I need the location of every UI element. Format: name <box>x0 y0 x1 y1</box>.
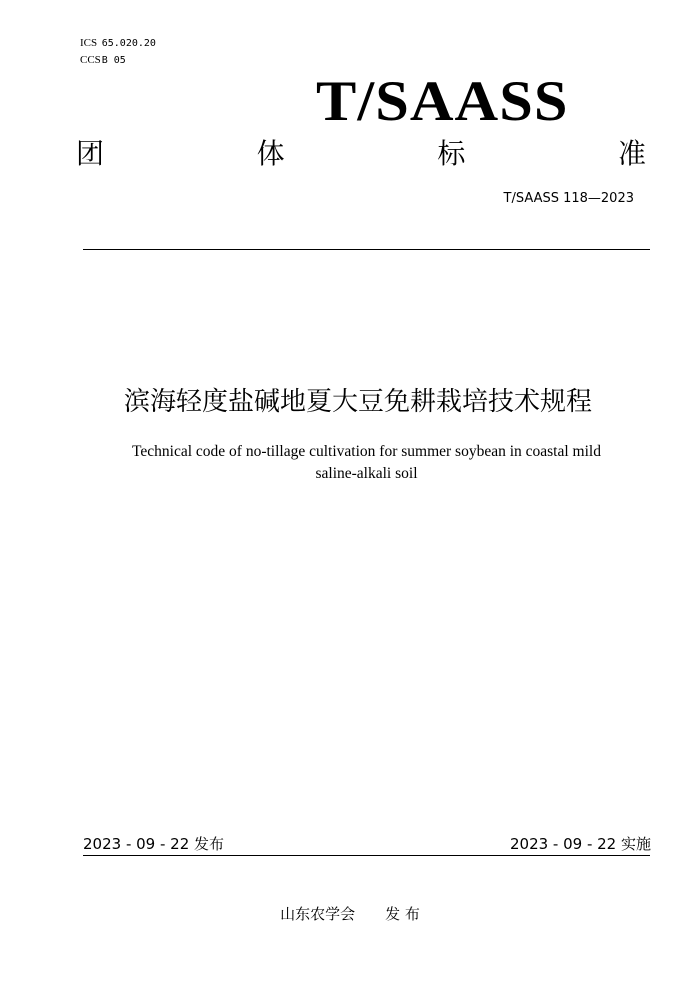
implement-date: 2023 - 09 - 22 实施 <box>509 835 651 853</box>
organization-logo: T/SAASS <box>316 70 569 133</box>
publisher-name: 山东农学会 <box>280 905 356 923</box>
publisher <box>0 904 700 924</box>
bottom-divider <box>83 855 650 856</box>
standard-type-char: 准 <box>617 137 646 170</box>
ccs-code <box>80 53 126 68</box>
standard-type-char: 团 <box>76 137 105 170</box>
publish-date: 2023 - 09 - 22 发布 <box>83 835 225 853</box>
ics-label: ICS <box>80 37 98 49</box>
ccs-label: CCS <box>80 54 101 66</box>
top-divider <box>83 249 650 250</box>
ics-value: 65.020.20 <box>101 38 156 49</box>
publisher-action: 发 布 <box>385 905 420 923</box>
standard-type-char: 标 <box>437 137 466 170</box>
english-title-line: Technical code of no-tillage cultivation for summer soybean in coastal mild <box>132 443 601 460</box>
document-title-english <box>100 441 633 485</box>
english-title-line: saline-alkali soil <box>315 465 418 482</box>
standard-number: T/SAASS 118—2023 <box>503 191 634 206</box>
ics-code <box>80 36 156 51</box>
standard-type <box>76 134 646 174</box>
ccs-value: B 05 <box>101 55 126 66</box>
document-title-chinese: 滨海轻度盐碱地夏大豆免耕栽培技术规程 <box>123 387 592 417</box>
standard-type-char: 体 <box>256 137 285 170</box>
